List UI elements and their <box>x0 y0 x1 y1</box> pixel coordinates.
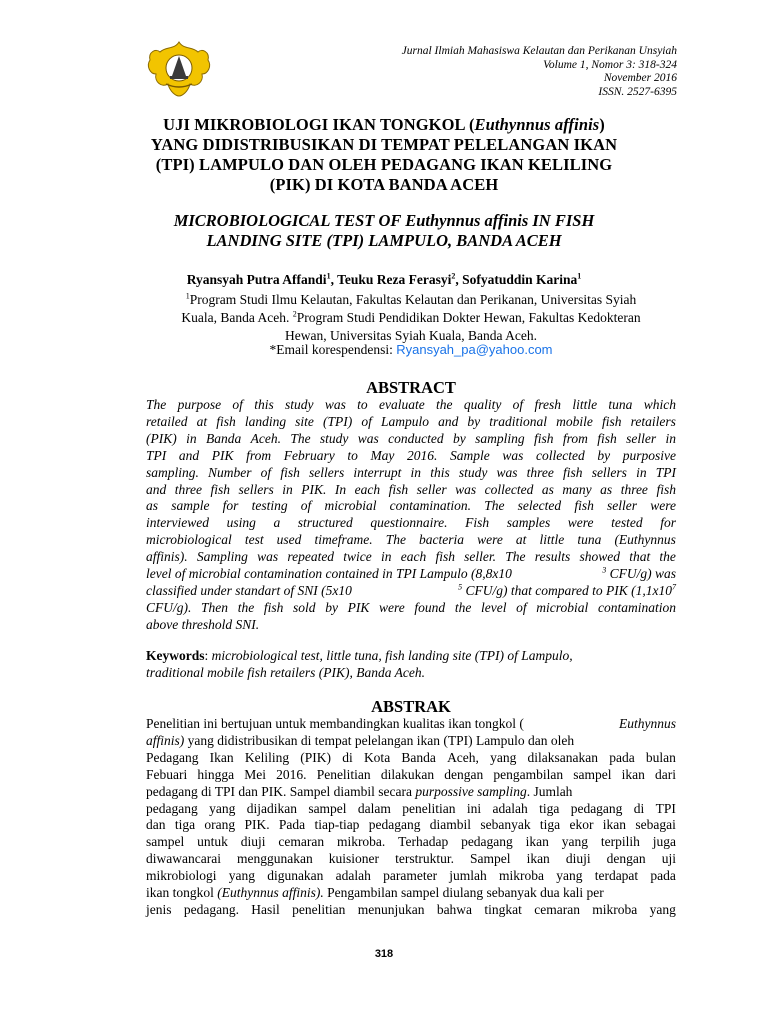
title-line-1: UJI MIKROBIOLOGI IKAN TONGKOL (Euthynnus affinis) <box>163 115 605 134</box>
email-label: *Email korespendensi: <box>269 342 397 357</box>
abstract-heading: ABSTRACT <box>366 378 456 397</box>
abstract-line: above threshold SNI. <box>146 616 260 632</box>
affiliations <box>146 291 676 345</box>
unsyiah-crest-icon <box>146 40 212 98</box>
abstract-line: sampling. Number of fish sellers interrupt in this study was three fish sellers in TPI <box>146 464 676 480</box>
english-title-line-2: LANDING SITE (TPI) LAMPULO, BANDA ACEH <box>206 231 562 250</box>
abstract-line: microbiological test used timeframe. The bacteria were at little tuna (Euthynnus <box>146 532 676 548</box>
abstrak-line: jenis pedagang. Hasil penelitian menunjukan bahwa tingkat cemaran mikroba yang <box>146 901 676 917</box>
keywords-label: Keywords <box>146 648 205 663</box>
keywords <box>146 648 676 682</box>
abstrak-line: mikrobiologi yang digunakan adalah parameter jumlah mikroba yang terdapat pada <box>146 868 676 884</box>
abstract-line: affinis). Sampling was repeated twice in each fish seller. The results showed that the <box>146 549 676 565</box>
keywords-line-2: traditional mobile fish retailers (PIK), Banda Aceh. <box>146 664 425 680</box>
abstrak-line: ikan tongkol (Euthynnus affinis). Pengambilan sampel diulang sebanyak dua kali per <box>146 885 604 901</box>
abstract-line: (PIK) in Banda Aceh. The study was conducted by sampling fish from fish seller in <box>146 430 676 446</box>
abstract-line: and three fish sellers in PIK. In each fish seller was collected as many as three fish <box>146 481 676 497</box>
author-3: Sofyatuddin Karina <box>462 272 578 287</box>
abstrak-line: sampel untuk diuji cemaran mikroba. Terhadap pedagang ikan yang terpilih juga <box>146 834 676 850</box>
abstrak-body <box>146 716 676 919</box>
affiliation-line-2: Kuala, Banda Aceh. $^2$Program Studi Pendidikan Dokter Hewan, Fakultas Kedokteran <box>181 309 641 325</box>
abstrak-line: Febuari hingga Mei 2016. Penelitian dilakukan dengan pengambilan sampel ikan dari <box>146 766 676 782</box>
journal-name: Jurnal Ilmiah Mahasiswa Kelautan dan Perikanan Unsyiah <box>401 45 677 57</box>
abstrak-line: diwawancarai menggunakan kuisioner terstruktur. Sampel ikan diuji dengan uji <box>146 851 676 867</box>
english-title <box>100 211 668 251</box>
abstract-line: CFU/g). Then the fish sold by PIK were found the level of microbial contamination <box>146 599 676 615</box>
author-1: Ryansyah Putra Affandi <box>186 272 327 287</box>
title-line-3: (TPI) LAMPULO DAN OLEH PEDAGANG IKAN KELILING <box>155 155 613 174</box>
abstract-line: TPI and PIK from February to May 2016. Sample was collected by purposive <box>146 447 676 463</box>
english-title-line-1: MICROBIOLOGICAL TEST OF Euthynnus affinis IN FISH <box>173 211 595 230</box>
journal-header <box>257 45 677 99</box>
abstrak-line: Pedagang Ikan Keliling (PIK) di Kota Banda Aceh, yang dilaksanakan pada bulan <box>146 749 676 765</box>
correspondence-email <box>146 342 676 358</box>
abstrak-line: pedagang yang dijadikan sampel dalam penelitian ini adalah tiga pedagang di TPI <box>146 800 676 816</box>
author-list: Ryansyah Putra Affandi$^1$, Teuku Reza Ferasyi$^2$, Sofyatuddin Karina$^1$ <box>186 271 582 287</box>
affiliation-line-1: $^1$Program Studi Ilmu Kelautan, Fakultas Kelautan dan Perikanan, Universitas Syiah <box>185 291 637 307</box>
abstrak-line: Penelitian ini bertujuan untuk membandingkan kualitas ikan tongkol ( Euthynnus <box>146 716 676 731</box>
title-line-2: YANG DIDISTRIBUSIKAN DI TEMPAT PELELANGAN IKAN <box>150 135 618 154</box>
page-number: 318 <box>374 948 394 960</box>
author-2: Teuku Reza Ferasyi <box>337 272 452 287</box>
abstrak-line: dan tiga orang PIK. Pada tiap-tiap pedagang diambil sebanyak tiga ekor ikan sebagai <box>146 817 676 833</box>
abstract-line: as sample for testing of microbial contamination. The selected fish seller were <box>146 498 676 514</box>
abstract-body <box>146 397 676 634</box>
abstract-line: The purpose of this study was to evaluate the quality of fresh little tuna which <box>146 397 676 412</box>
abstract-line: retailed at fish landing site (TPI) of Lampulo and by traditional mobile fish retailers <box>146 413 676 429</box>
journal-issn: ISSN. 2527-6395 <box>598 85 677 98</box>
journal-date: November 2016 <box>603 72 677 85</box>
abstract-line: interviewed using a structured questionnaire. Fish samples were tested for <box>146 515 676 531</box>
affiliation-line-3: Hewan, Universitas Syiah Kuala, Banda Aceh. <box>285 328 537 343</box>
email-link[interactable]: Ryansyah_pa@yahoo.com <box>396 342 553 357</box>
keywords-line-1: Keywords: microbiological test, little tuna, fish landing site (TPI) of Lampulo, <box>146 648 573 663</box>
abstract-line: classified under standart of SNI (5x10 $^5$ CFU/g) that compared to PIK ($1,1x10^7$ <box>146 582 676 598</box>
paper-title <box>100 115 668 195</box>
title-line-4: (PIK) DI KOTA BANDA ACEH <box>269 175 499 194</box>
abstract-line: level of microbial contamination contained in TPI Lampulo (8,8x10 $^3$ CFU/g) was <box>146 565 676 582</box>
abstrak-line: pedagang di TPI dan PIK. Sampel diambil secara purpossive sampling. Jumlah <box>146 783 573 799</box>
abstrak-heading: ABSTRAK <box>371 697 451 716</box>
journal-volume: Volume 1, Nomor 3: 318-324 <box>543 58 677 71</box>
abstrak-line: affinis) yang didistribusikan di tempat pelelangan ikan (TPI) Lampulo dan oleh <box>146 732 575 748</box>
